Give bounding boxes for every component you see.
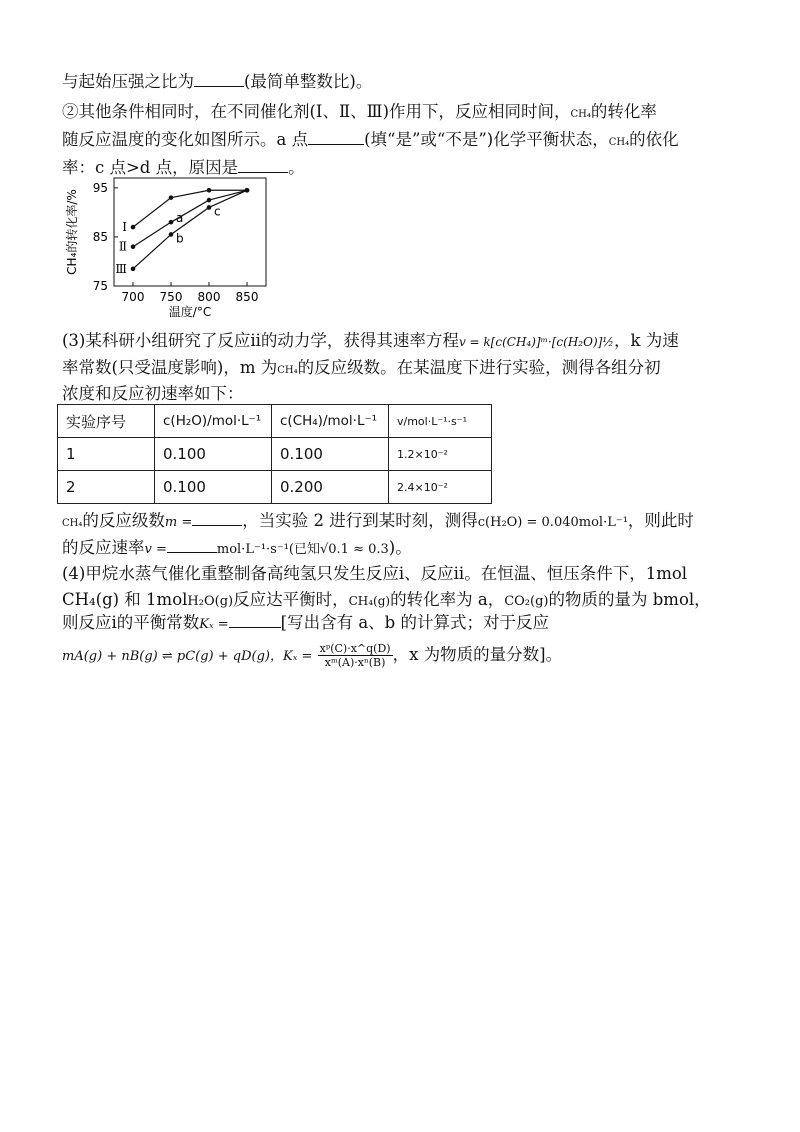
text: (填“是”或“不是”)化学平衡状态， xyxy=(364,130,609,149)
y-tick-label: 75 xyxy=(92,279,108,293)
answer-blank[interactable] xyxy=(229,613,281,628)
table-cell: 0.100 xyxy=(155,471,272,504)
kx-symbol: Kₓ = xyxy=(283,649,313,664)
table-row xyxy=(58,471,492,504)
table-header: c(H₂O)/mol·L⁻¹ xyxy=(155,405,272,438)
x-tick-label: 700 xyxy=(121,290,145,304)
text: 则反应i的平衡常数 xyxy=(62,613,200,632)
data-point xyxy=(169,232,174,237)
x-tick-label: 800 xyxy=(197,290,221,304)
text-line-10 xyxy=(62,563,687,585)
data-point xyxy=(245,188,250,193)
answer-blank[interactable] xyxy=(308,130,364,145)
text: 率常数(只受温度影响)，m 为 xyxy=(62,358,278,377)
data-point xyxy=(207,198,212,203)
text: 浓度和反应初速率如下： xyxy=(62,384,244,403)
text: [写出含有 a、b 的计算式；对于反应 xyxy=(280,613,549,632)
data-point xyxy=(131,225,136,230)
text-line-5 xyxy=(62,330,679,353)
data-point xyxy=(169,220,174,225)
series-line xyxy=(133,190,247,269)
text: 的反应速率 xyxy=(62,538,145,557)
text: 的反应级数 xyxy=(82,511,165,530)
answer-blank[interactable] xyxy=(238,158,288,173)
series-line xyxy=(133,190,247,246)
text: 。 xyxy=(288,158,305,177)
formula-ch4: CH₄ xyxy=(570,109,591,120)
text-line-6 xyxy=(62,357,661,382)
text: 的转化率为 a， xyxy=(390,590,505,609)
table-header: v/mol·L⁻¹·s⁻¹ xyxy=(389,405,492,438)
formula-ch4: CH₄ xyxy=(608,137,630,148)
text: 率：c 点>d 点，原因是 xyxy=(62,158,239,177)
m-symbol: m = xyxy=(164,515,193,530)
reaction-equation: mA(g) + nB(g) ⇌ pC(g) + qD(g)， xyxy=(62,649,283,664)
table-header: c(CH₄)/mol·L⁻¹ xyxy=(272,405,389,438)
text: 反应达平衡时， xyxy=(233,590,349,609)
y-axis-label: CH₄的转化率/% xyxy=(65,189,79,275)
data-point xyxy=(169,195,174,200)
experiment-table xyxy=(57,404,492,504)
text-line-13 xyxy=(62,638,562,674)
point-label: a xyxy=(176,211,184,226)
text-line-1 xyxy=(62,71,372,93)
table-cell: 0.200 xyxy=(272,471,389,504)
data-point xyxy=(207,205,212,210)
x-axis-label: 温度/°C xyxy=(168,305,212,319)
x-tick-label: 750 xyxy=(159,290,183,304)
y-tick-label: 85 xyxy=(92,229,108,244)
table-cell: 2.4×10⁻² xyxy=(389,471,492,504)
text: 的物质的量为 bmol， xyxy=(548,590,711,609)
text: ，当实验 2 进行到某时刻，测得 xyxy=(242,511,478,530)
text: ，k 为速 xyxy=(613,331,679,350)
data-point xyxy=(131,267,136,272)
text: 的转化率 xyxy=(590,102,657,121)
text: CH₄(g) 和 1mol xyxy=(62,590,188,609)
answer-blank[interactable] xyxy=(192,511,242,526)
text: )。 xyxy=(388,538,412,557)
text-line-8 xyxy=(62,510,694,535)
table-row xyxy=(58,438,492,471)
formula-ch4: CH₄ xyxy=(277,365,298,376)
series-label: Ⅰ xyxy=(122,220,127,235)
table-cell: 1.2×10⁻² xyxy=(389,438,492,471)
text: 的反应级数。在某温度下进行实验，测得各组分初 xyxy=(297,358,661,377)
fraction-denominator: xᵐ(A)·xⁿ(B) xyxy=(324,656,386,669)
x-tick-label: 850 xyxy=(235,290,259,304)
text-line-11 xyxy=(62,589,711,613)
text: (最简单整数比)。 xyxy=(244,72,373,91)
text-line-3 xyxy=(62,129,679,154)
point-label: c xyxy=(214,204,221,219)
text: ②其他条件相同时，在不同催化剂(Ⅰ、Ⅱ、Ⅲ)作用下，反应相同时间， xyxy=(62,102,571,121)
text-line-7 xyxy=(62,383,244,405)
answer-blank[interactable] xyxy=(167,538,217,553)
table-header: 实验序号 xyxy=(58,405,155,438)
kx-symbol: Kₓ = xyxy=(199,617,229,632)
formula-ch4: CH₄(g) xyxy=(348,594,391,608)
series-label: Ⅲ xyxy=(115,261,127,276)
text: ，则此时 xyxy=(627,511,694,530)
data-point xyxy=(131,244,136,249)
table-cell: 2 xyxy=(58,471,155,504)
kx-fraction xyxy=(318,642,393,669)
y-tick-label: 95 xyxy=(92,180,108,195)
text: (3)某科研小组研究了反应ii的动力学，获得其速率方程 xyxy=(62,331,459,350)
fraction-numerator: xᵖ(C)·x^q(D) xyxy=(319,642,391,655)
table-cell: 0.100 xyxy=(155,438,272,471)
formula-h2o: H₂O(g) xyxy=(187,594,234,609)
text: ，x 为物质的量分数]。 xyxy=(392,645,563,664)
text: (4)甲烷水蒸气催化重整制备高纯氢只发生反应i、反应ii。在恒温、恒压条件下，1mol xyxy=(62,564,688,583)
point-label: b xyxy=(176,231,184,246)
formula-ch4: CH₄ xyxy=(62,518,83,529)
text-line-9 xyxy=(62,537,412,561)
data-point xyxy=(207,188,212,193)
h2o-concentration: c(H₂O) = 0.040mol·L⁻¹ xyxy=(477,515,628,530)
text-line-12 xyxy=(62,612,549,636)
formula-co2: CO₂(g) xyxy=(504,594,549,609)
conversion-chart xyxy=(60,172,290,320)
v-symbol: v = xyxy=(144,542,167,557)
sqrt-hint: √0.1 ≈ 0.3 xyxy=(319,542,389,557)
text: 与起始压强之比为 xyxy=(62,72,194,91)
table-cell: 1 xyxy=(58,438,155,471)
answer-blank[interactable] xyxy=(194,72,244,87)
text: 随反应温度的变化如图所示。a 点 xyxy=(62,130,309,149)
rate-equation: v = k[c(CH₄)]ᵐ·[c(H₂O)]½ xyxy=(458,335,614,349)
text: 的依化 xyxy=(629,130,679,149)
table-cell: 0.100 xyxy=(272,438,389,471)
text-line-2 xyxy=(62,101,657,126)
series-label: Ⅱ xyxy=(118,239,127,254)
text: mol·L⁻¹·s⁻¹(已知 xyxy=(216,542,320,557)
table-header-row xyxy=(58,405,492,438)
